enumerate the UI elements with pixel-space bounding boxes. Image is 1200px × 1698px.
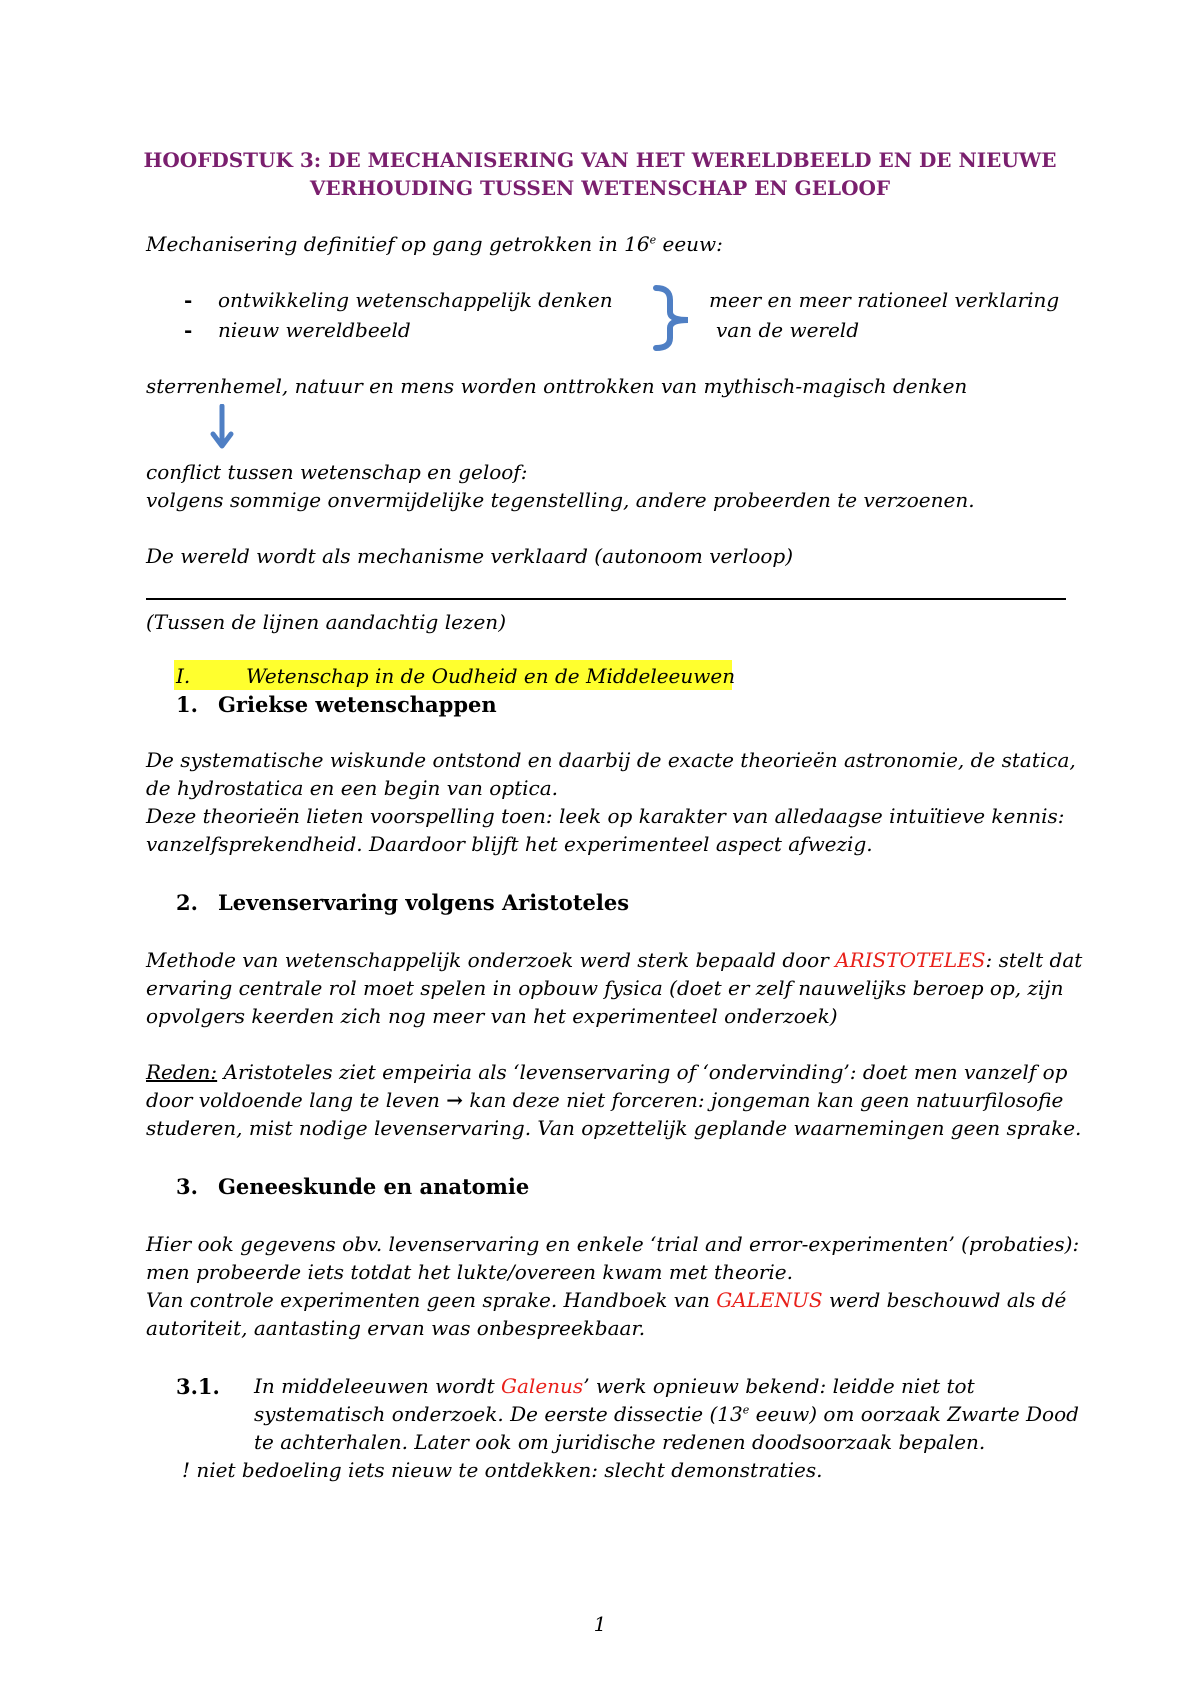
- paragraph-line: Deze theorieën lieten voorspelling toen: leek op karakter van alledaagse intuïtieve kennis:: [146, 804, 1065, 828]
- intro-line: Mechanisering definitief op gang getrokken in 16e eeuw:: [146, 232, 723, 256]
- conflict-text: volgens sommige onvermijdelijke tegenstelling, andere probeerden te verzoenen.: [146, 488, 975, 512]
- paragraph-line: door voldoende lang te leven → kan deze niet forceren: jongeman kan geen natuurfilosofie: [146, 1088, 1064, 1112]
- paragraph-line: Van controle experimenten geen sprake. Handboek van GALENUS werd beschouwd als dé: [146, 1288, 1067, 1312]
- chapter-title-line2: VERHOUDING TUSSEN WETENSCHAP EN GELOOF: [309, 176, 891, 200]
- paragraph-line: autoriteit, aantasting ervan was onbespreekbaar.: [146, 1316, 646, 1340]
- mechanism-line: De wereld wordt als mechanisme verklaard (autonoom verloop): [146, 544, 794, 568]
- section-number: I.: [176, 664, 191, 688]
- paragraph-line: de hydrostatica en een begin van optica.: [146, 776, 559, 800]
- heading-number: 2.: [176, 890, 198, 915]
- subsection-number: 3.1.: [176, 1374, 220, 1399]
- result-line2: van de wereld: [716, 318, 860, 342]
- paragraph-line: De systematische wiskunde ontstond en daarbij de exacte theorieën astronomie, de statica,: [146, 748, 1076, 772]
- name-galenus: Galenus: [501, 1374, 584, 1398]
- conflict-heading: conflict tussen wetenschap en geloof:: [146, 460, 528, 484]
- name-aristoteles: ARISTOTELES: [835, 948, 986, 972]
- reading-note: (Tussen de lijnen aandachtig lezen): [146, 610, 506, 634]
- bullet-marker: -: [184, 288, 193, 312]
- paragraph-line: Hier ook gegevens obv. levenservaring en enkele ‘trial and error-experimenten’ (probaties):: [146, 1232, 1080, 1256]
- right-arrow-icon: →: [446, 1088, 464, 1112]
- heading-griekse-wetenschappen: Griekse wetenschappen: [218, 692, 497, 717]
- reden-label: Reden:: [146, 1060, 218, 1084]
- paragraph-line: Reden: Aristoteles ziet empeiria als ‘levenservaring of ‘ondervinding’: doet men vanzelf op: [146, 1060, 1068, 1084]
- paragraph-line: studeren, mist nodige levenservaring. Van opzettelijk geplande waarnemingen geen sprake.: [146, 1116, 1082, 1140]
- paragraph-line: In middeleeuwen wordt Galenus’ werk opnieuw bekend: leidde niet tot: [254, 1374, 975, 1398]
- paragraph-line: systematisch onderzoek. De eerste dissectie (13e eeuw) om oorzaak Zwarte Dood: [254, 1402, 1079, 1426]
- page-number: 1: [593, 1612, 607, 1636]
- paragraph-line: ! niet bedoeling iets nieuw te ontdekken: slecht demonstraties.: [182, 1458, 823, 1482]
- heading-geneeskunde: Geneeskunde en anatomie: [218, 1174, 530, 1199]
- paragraph-line: men probeerde iets totdat het lukte/overeen kwam met theorie.: [146, 1260, 793, 1284]
- result-line1: meer en meer rationeel verklaring: [709, 288, 1060, 312]
- paragraph-line: opvolgers keerden zich nog meer van het experimenteel onderzoek): [146, 1004, 838, 1028]
- heading-levenservaring: Levenservaring volgens Aristoteles: [218, 890, 630, 915]
- section-title: Wetenschap in de Oudheid en de Middeleeuwen: [246, 664, 736, 688]
- bullet-item: nieuw wereldbeeld: [218, 318, 411, 342]
- paragraph-line: te achterhalen. Later ook om juridische redenen doodsoorzaak bepalen.: [254, 1430, 986, 1454]
- heading-number: 1.: [176, 692, 198, 717]
- bullet-item: ontwikkeling wetenschappelijk denken: [218, 288, 613, 312]
- curly-bracket-icon: [648, 282, 698, 354]
- bullet-marker: -: [184, 318, 193, 342]
- paragraph-line: vanzelfsprekendheid. Daardoor blijft het experimenteel aspect afwezig.: [146, 832, 873, 856]
- heading-number: 3.: [176, 1174, 198, 1199]
- divider-line: [146, 598, 1066, 600]
- paragraph-line: ervaring centrale rol moet spelen in opbouw fysica (doet er zelf nauwelijks beroep op, zijn: [146, 976, 1064, 1000]
- chapter-title-line1: HOOFDSTUK 3: DE MECHANISERING VAN HET WERELDBEELD EN DE NIEUWE: [143, 148, 1057, 172]
- sky-line: sterrenhemel, natuur en mens worden onttrokken van mythisch-magisch denken: [146, 374, 968, 398]
- paragraph-line: Methode van wetenschappelijk onderzoek werd sterk bepaald door ARISTOTELES: stelt dat: [146, 948, 1083, 972]
- name-galenus: GALENUS: [716, 1288, 823, 1312]
- down-arrow-icon: [210, 404, 234, 450]
